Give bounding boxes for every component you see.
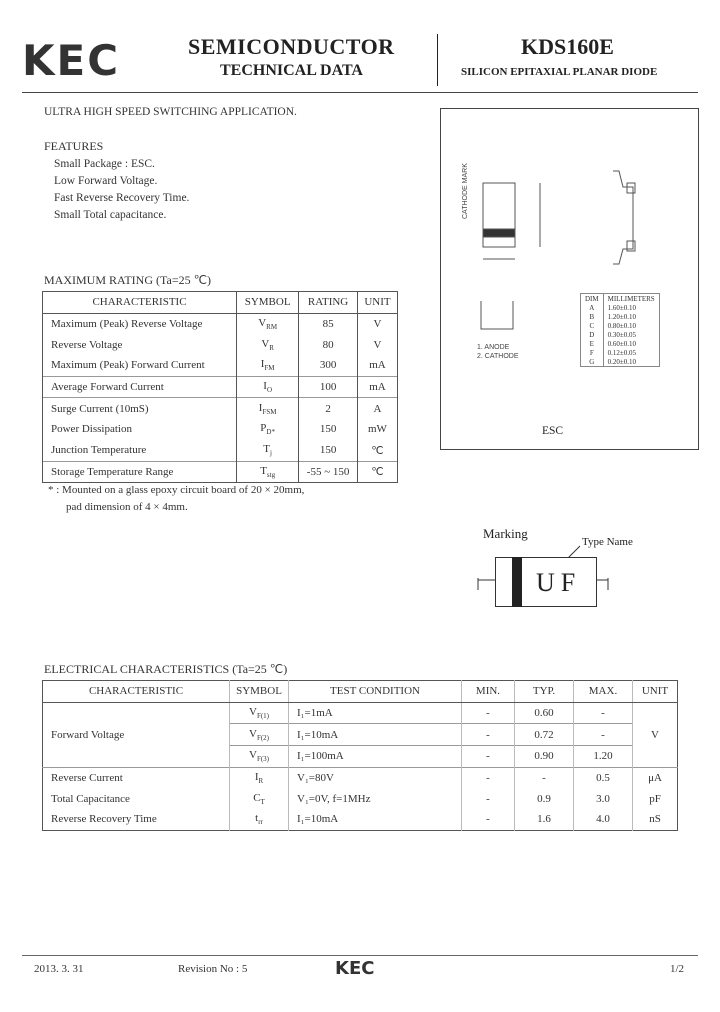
cell-char: Reverse Recovery Time — [51, 813, 157, 826]
max-rating-table — [42, 291, 398, 483]
dim-header: MILLIMETERS — [607, 294, 655, 303]
table-row — [43, 809, 678, 830]
cell-unit: mW — [357, 419, 397, 440]
header-subtitle: TECHNICAL DATA — [220, 62, 363, 79]
cell-typ: 0.90 — [515, 746, 574, 768]
elec-table — [42, 680, 678, 831]
col-header: SYMBOL — [230, 681, 289, 703]
dim-cell: 0.60±0.10 — [607, 339, 636, 348]
table-row — [43, 767, 678, 788]
cell-symbol: $t_{rr}$ — [230, 809, 289, 830]
package-name: ESC — [542, 425, 564, 437]
part-number: KDS160E — [521, 34, 614, 59]
cell-unit: A — [357, 398, 397, 419]
cell-symbol: $V_R$ — [237, 334, 299, 355]
cell-char: Maximum (Peak) Forward Current — [43, 355, 237, 376]
footer-revision: Revision No : 5 — [178, 963, 248, 975]
cell-symbol: $I_{FSM}$ — [237, 398, 299, 419]
cell-symbol: $C_T$ — [230, 788, 289, 809]
cell-min: - — [462, 746, 515, 768]
cell-char: Reverse Current — [43, 767, 230, 788]
cell-unit: pF — [633, 788, 678, 809]
cell-max: 4.0 — [574, 809, 633, 830]
cell-unit: μA — [633, 767, 678, 788]
col-header: UNIT — [357, 292, 397, 314]
cell-rating: 300 — [299, 355, 358, 376]
cell-char: Storage Temperature Range — [43, 461, 237, 483]
cell-min: - — [462, 809, 515, 830]
table-row — [43, 419, 398, 440]
cell-char: Total Capacitance — [51, 792, 130, 805]
cell-symbol: $V_{F(3)}$ — [230, 746, 289, 768]
table-row — [43, 313, 398, 334]
footer-page: 1/2 — [670, 963, 685, 975]
col-header: TYP. — [515, 681, 574, 703]
table-row — [43, 376, 398, 398]
cell-char: Reverse Voltage — [43, 334, 237, 355]
cell-symbol: $I_O$ — [237, 376, 299, 398]
cell-max: - — [574, 702, 633, 724]
package-outline-svg — [441, 109, 698, 449]
footnote-2: pad dimension of 4 × 4mm. — [66, 501, 188, 513]
cell-cond: I₁=10mA — [289, 809, 462, 830]
cell-typ: - — [515, 767, 574, 788]
cell-cond: V₁=80V — [289, 767, 462, 788]
table-row — [43, 788, 678, 809]
cell-symbol: $P_{D*}$ — [237, 419, 299, 440]
dim-cell: A — [581, 303, 604, 312]
dim-cell: 0.30±0.05 — [607, 330, 636, 339]
col-header: RATING — [299, 292, 358, 314]
table-row — [43, 461, 398, 483]
table-row — [43, 398, 398, 419]
cathode-mark-label: CATHODE MARK — [462, 163, 469, 219]
pin-label: 2. CATHODE — [477, 353, 519, 360]
features-list — [54, 156, 189, 224]
dim-cell: 0.12±0.05 — [607, 348, 636, 357]
cell-rating: 80 — [299, 334, 358, 355]
cell-char: Surge Current (10mS) — [43, 398, 237, 419]
cell-char: Maximum (Peak) Reverse Voltage — [43, 313, 237, 334]
cell-rating: -55 ~ 150 — [299, 461, 358, 483]
col-header: SYMBOL — [237, 292, 299, 314]
feature-item: Small Package : ESC. — [54, 158, 155, 170]
feature-item: Fast Reverse Recovery Time. — [54, 192, 190, 204]
cell-symbol: $T_{stg}$ — [237, 461, 299, 483]
cell-symbol: $V_{RM}$ — [237, 313, 299, 334]
feature-item: Low Forward Voltage. — [54, 175, 158, 187]
table-row — [43, 355, 398, 376]
dim-cell: 0.20±0.10 — [607, 357, 636, 366]
cell-char: Junction Temperature — [43, 440, 237, 461]
cell-unit: V — [633, 702, 678, 767]
cell-min: - — [462, 724, 515, 746]
cell-char: Average Forward Current — [43, 376, 237, 398]
dim-cell: 1.20±0.10 — [607, 312, 636, 321]
dim-header: DIM — [581, 294, 604, 304]
type-name-label: Type Name — [582, 536, 633, 548]
cell-rating: 150 — [299, 419, 358, 440]
dim-cell: F — [581, 348, 604, 357]
header-title: SEMICONDUCTOR — [188, 34, 395, 59]
marking-label: Marking — [483, 526, 528, 541]
marking-text: UF — [536, 568, 582, 597]
dim-cell: 1.60±0.10 — [607, 303, 636, 312]
cell-max: 0.5 — [574, 767, 633, 788]
cathode-band — [512, 557, 522, 607]
elec-title: ELECTRICAL CHARACTERISTICS (Ta=25 ℃) — [44, 662, 288, 676]
footnote: * : Mounted on a glass epoxy circuit board of 20 × 20mm, — [48, 484, 305, 496]
kec-logo: KEC — [22, 36, 121, 85]
cell-rating: 150 — [299, 440, 358, 461]
cell-unit: mA — [357, 376, 397, 398]
cell-max: 1.20 — [574, 746, 633, 768]
cell-char: Power Dissipation — [43, 419, 237, 440]
cell-cond: I₁=10mA — [289, 724, 462, 746]
cell-typ: 0.72 — [515, 724, 574, 746]
features-title: FEATURES — [44, 139, 104, 153]
cell-rating: 100 — [299, 376, 358, 398]
header-rule — [22, 92, 698, 93]
dim-cell: 0.80±0.10 — [607, 321, 636, 330]
footer-logo: KEC — [335, 958, 375, 979]
cell-unit: ℃ — [357, 461, 397, 483]
cell-unit: ℃ — [357, 440, 397, 461]
cell-cond: I₁=1mA — [289, 702, 462, 724]
cell-unit: V — [357, 313, 397, 334]
part-description: SILICON EPITAXIAL PLANAR DIODE — [461, 66, 658, 78]
cell-typ: 0.9 — [515, 788, 574, 809]
col-header: MAX. — [574, 681, 633, 703]
cell-max: - — [574, 724, 633, 746]
cell-min: - — [462, 788, 515, 809]
footer-date: 2013. 3. 31 — [34, 963, 84, 975]
cell-unit: nS — [633, 809, 678, 830]
cell-unit: mA — [357, 355, 397, 376]
max-rating-title: MAXIMUM RATING (Ta=25 ℃) — [44, 273, 212, 287]
col-header: CHARACTERISTIC — [43, 292, 237, 314]
dim-cell: B — [581, 312, 604, 321]
col-header: MIN. — [462, 681, 515, 703]
cell-min: - — [462, 767, 515, 788]
cell-cond: V₁=0V, f=1MHz — [289, 788, 462, 809]
dimension-table — [580, 293, 660, 367]
cell-rating: 85 — [299, 313, 358, 334]
col-header: TEST CONDITION — [289, 681, 462, 703]
col-header: UNIT — [633, 681, 678, 703]
cell-symbol: $V_{F(1)}$ — [230, 702, 289, 724]
pin-label: 1. ANODE — [477, 344, 510, 351]
dim-cell: E — [581, 339, 604, 348]
cell-symbol: $I_{FM}$ — [237, 355, 299, 376]
feature-item: Small Total capacitance. — [54, 209, 167, 221]
footer-rule — [22, 955, 698, 956]
dim-cell: G — [581, 357, 604, 367]
cell-symbol: $T_j$ — [237, 440, 299, 461]
col-header: CHARACTERISTIC — [43, 681, 230, 703]
application-text: ULTRA HIGH SPEED SWITCHING APPLICATION. — [44, 106, 297, 118]
header-divider — [437, 34, 438, 86]
dim-cell: C — [581, 321, 604, 330]
cell-cond: I₁=100mA — [289, 746, 462, 768]
cell-char: Forward Voltage — [51, 728, 125, 741]
cell-symbol: $V_{F(2)}$ — [230, 724, 289, 746]
cell-unit: V — [357, 334, 397, 355]
cell-max: 3.0 — [574, 788, 633, 809]
table-row — [43, 702, 678, 724]
table-row — [43, 334, 398, 355]
dim-cell: D — [581, 330, 604, 339]
cell-min: - — [462, 702, 515, 724]
cell-typ: 0.60 — [515, 702, 574, 724]
cell-typ: 1.6 — [515, 809, 574, 830]
cell-symbol: $I_R$ — [230, 767, 289, 788]
cell-rating: 2 — [299, 398, 358, 419]
package-drawing — [440, 108, 699, 450]
table-row — [43, 440, 398, 461]
